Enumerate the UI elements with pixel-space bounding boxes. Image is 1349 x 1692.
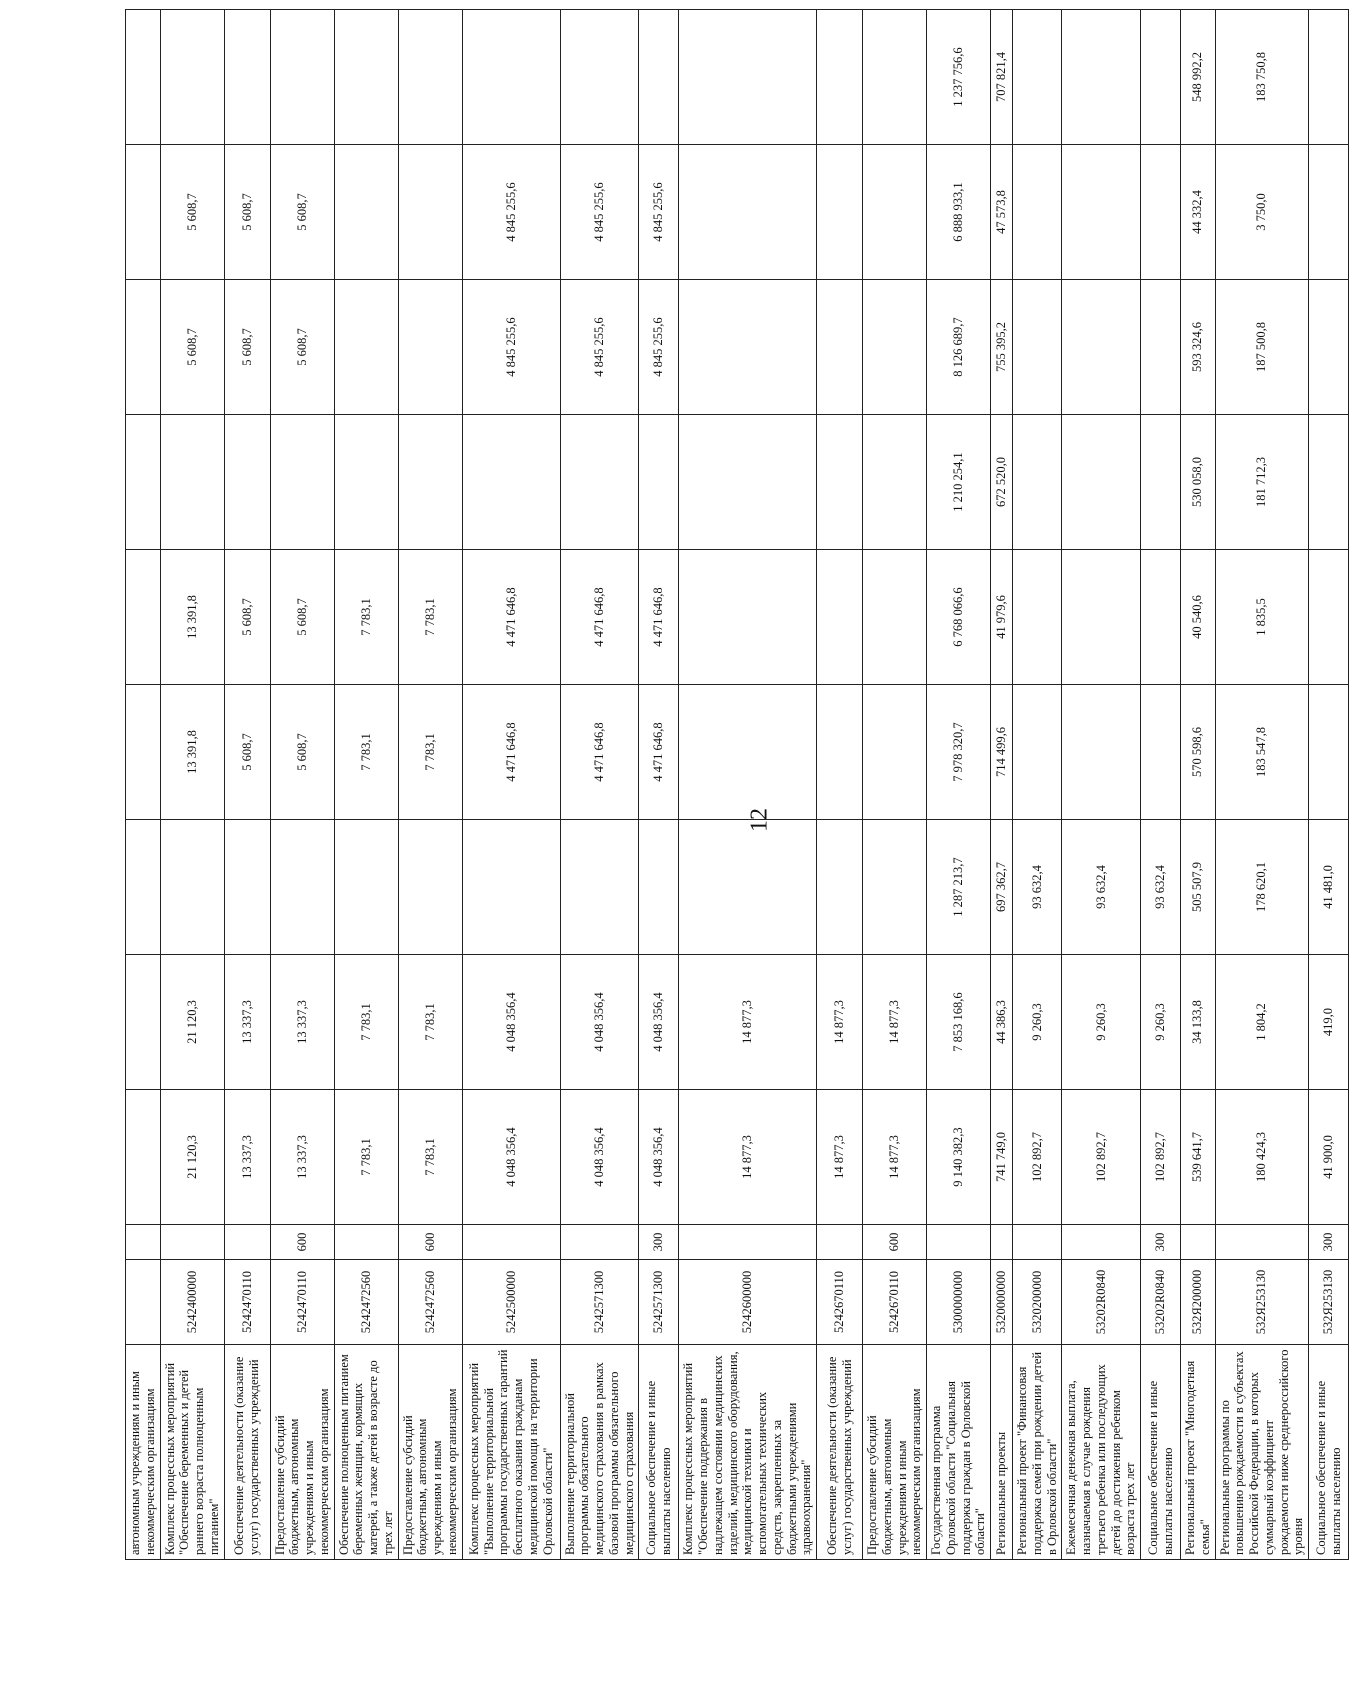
- amount-cell: 5 608,7: [224, 685, 270, 820]
- table-row: [639, 10, 679, 1560]
- amount-cell: [817, 10, 863, 145]
- amount-cell: 9 260,3: [1013, 955, 1062, 1090]
- amount-cell: [1309, 10, 1349, 145]
- amount-cell: [679, 10, 817, 145]
- amount-cell: [1013, 145, 1062, 280]
- row-name-cell: Обеспечение деятельности (оказание услуг) государственных учреждений: [817, 1345, 863, 1560]
- row-name-cell: Предоставление субсидий бюджетным, автономным учреждениям и иным некоммерческим организациям: [270, 1345, 334, 1560]
- target-article-code-cell: 532Я253130: [1309, 1260, 1349, 1345]
- amount-cell: [1309, 415, 1349, 550]
- table-row: [817, 10, 863, 1560]
- amount-cell: 34 133,8: [1181, 955, 1216, 1090]
- amount-cell: [679, 685, 817, 820]
- amount-cell: 4 471 646,8: [560, 550, 639, 685]
- amount-cell: 7 783,1: [398, 955, 462, 1090]
- amount-cell: 741 749,0: [991, 1090, 1013, 1225]
- amount-cell: [224, 415, 270, 550]
- amount-cell: 707 821,4: [991, 10, 1013, 145]
- amount-cell: [462, 820, 560, 955]
- expense-type-cell: [1181, 1225, 1216, 1260]
- amount-cell: [679, 145, 817, 280]
- table-row: [160, 10, 224, 1560]
- amount-cell: 1 287 213,7: [927, 820, 991, 955]
- amount-cell: 178 620,1: [1215, 820, 1309, 955]
- amount-cell: 5 608,7: [160, 280, 224, 415]
- amount-cell: [1062, 145, 1141, 280]
- table-row: [1181, 10, 1216, 1560]
- amount-cell: 4 048 356,4: [560, 955, 639, 1090]
- amount-cell: 13 391,8: [160, 685, 224, 820]
- target-article-code-cell: 53202R0840: [1141, 1260, 1181, 1345]
- amount-cell: [224, 10, 270, 145]
- amount-cell: 14 877,3: [679, 1090, 817, 1225]
- expense-type-cell: [1013, 1225, 1062, 1260]
- amount-cell: [398, 415, 462, 550]
- row-name-cell: Социальное обеспечение и иные выплаты населению: [1309, 1345, 1349, 1560]
- amount-cell: 593 324,6: [1181, 280, 1216, 415]
- amount-cell: [1309, 685, 1349, 820]
- amount-cell: 570 598,6: [1181, 685, 1216, 820]
- amount-cell: 13 337,3: [224, 955, 270, 1090]
- expense-type-cell: [462, 1225, 560, 1260]
- amount-cell: 1 237 756,6: [927, 10, 991, 145]
- amount-cell: 5 608,7: [224, 550, 270, 685]
- amount-cell: 7 783,1: [334, 685, 398, 820]
- amount-cell: [1013, 10, 1062, 145]
- amount-cell: [398, 145, 462, 280]
- amount-cell: 419,0: [1309, 955, 1349, 1090]
- amount-cell: [334, 280, 398, 415]
- amount-cell: 3 750,0: [1215, 145, 1309, 280]
- amount-cell: [639, 10, 679, 145]
- expense-type-cell: [817, 1225, 863, 1260]
- amount-cell: 14 877,3: [679, 955, 817, 1090]
- amount-cell: [639, 415, 679, 550]
- row-name-cell: Обеспечение деятельности (оказание услуг) государственных учреждений: [224, 1345, 270, 1560]
- amount-cell: [817, 280, 863, 415]
- amount-cell: 40 540,6: [1181, 550, 1216, 685]
- amount-cell: [863, 280, 927, 415]
- amount-cell: 8 126 689,7: [927, 280, 991, 415]
- amount-cell: 697 362,7: [991, 820, 1013, 955]
- amount-cell: 1 835,5: [1215, 550, 1309, 685]
- amount-cell: 180 424,3: [1215, 1090, 1309, 1225]
- amount-cell: 7 783,1: [398, 550, 462, 685]
- amount-cell: [126, 550, 161, 685]
- amount-cell: 14 877,3: [817, 1090, 863, 1225]
- row-name-cell: Региональный проект "Многодетная семья": [1181, 1345, 1216, 1560]
- page-number: 12: [746, 808, 773, 832]
- amount-cell: 44 386,3: [991, 955, 1013, 1090]
- amount-cell: 21 120,3: [160, 955, 224, 1090]
- amount-cell: [560, 10, 639, 145]
- table-row: [863, 10, 927, 1560]
- amount-cell: [334, 820, 398, 955]
- amount-cell: [126, 280, 161, 415]
- amount-cell: 548 992,2: [1181, 10, 1216, 145]
- amount-cell: [1062, 10, 1141, 145]
- amount-cell: 93 632,4: [1013, 820, 1062, 955]
- amount-cell: 5 608,7: [270, 550, 334, 685]
- expense-type-cell: 300: [1141, 1225, 1181, 1260]
- target-article-code-cell: [126, 1260, 161, 1345]
- amount-cell: 1 804,2: [1215, 955, 1309, 1090]
- amount-cell: [160, 820, 224, 955]
- amount-cell: 5 608,7: [270, 685, 334, 820]
- expense-type-cell: 600: [398, 1225, 462, 1260]
- amount-cell: 4 845 255,6: [560, 280, 639, 415]
- amount-cell: 5 608,7: [270, 280, 334, 415]
- amount-cell: 14 877,3: [817, 955, 863, 1090]
- amount-cell: 4 048 356,4: [639, 1090, 679, 1225]
- amount-cell: 7 853 168,6: [927, 955, 991, 1090]
- amount-cell: 1 210 254,1: [927, 415, 991, 550]
- amount-cell: [126, 10, 161, 145]
- amount-cell: 13 391,8: [160, 550, 224, 685]
- amount-cell: 4 845 255,6: [462, 145, 560, 280]
- row-name-cell: Ежемесячная денежная выплата, назначаемая в случае рождения третьего ребенка или последующих детей до достижения ребенком возраста трех лет: [1062, 1345, 1141, 1560]
- target-article-code-cell: 5242400000: [160, 1260, 224, 1345]
- amount-cell: [126, 685, 161, 820]
- target-article-code-cell: 5242670110: [863, 1260, 927, 1345]
- amount-cell: 47 573,8: [991, 145, 1013, 280]
- table-row: [679, 10, 817, 1560]
- row-name-cell: Государственная программа Орловской области "Социальная поддержка граждан в Орловской области": [927, 1345, 991, 1560]
- amount-cell: [1141, 280, 1181, 415]
- amount-cell: [126, 145, 161, 280]
- table-row: [126, 10, 161, 1560]
- amount-cell: 21 120,3: [160, 1090, 224, 1225]
- amount-cell: 7 783,1: [334, 550, 398, 685]
- target-article-code-cell: 5242500000: [462, 1260, 560, 1345]
- amount-cell: [126, 955, 161, 1090]
- target-article-code-cell: 5242472560: [334, 1260, 398, 1345]
- rotated-table-wrapper: [125, 10, 1343, 1560]
- amount-cell: [817, 145, 863, 280]
- amount-cell: [398, 280, 462, 415]
- amount-cell: [863, 685, 927, 820]
- amount-cell: [1062, 415, 1141, 550]
- amount-cell: [1141, 145, 1181, 280]
- target-article-code-cell: 5242470110: [270, 1260, 334, 1345]
- amount-cell: [863, 550, 927, 685]
- amount-cell: 9 140 382,3: [927, 1090, 991, 1225]
- row-name-cell: Региональный проект "Финансовая поддержка семей при рождении детей в Орловской области": [1013, 1345, 1062, 1560]
- expense-type-cell: [160, 1225, 224, 1260]
- amount-cell: 102 892,7: [1062, 1090, 1141, 1225]
- amount-cell: [270, 415, 334, 550]
- amount-cell: 4 471 646,8: [639, 685, 679, 820]
- amount-cell: [679, 280, 817, 415]
- amount-cell: [1309, 280, 1349, 415]
- table-row: [334, 10, 398, 1560]
- amount-cell: 5 608,7: [224, 145, 270, 280]
- amount-cell: 4 471 646,8: [639, 550, 679, 685]
- row-name-cell: Комплекс процессных мероприятий "Выполнение территориальной программы государственных гарантий бесплатного оказания гражданам медицинской помощи на территории Орловской области": [462, 1345, 560, 1560]
- expense-type-cell: 600: [863, 1225, 927, 1260]
- row-name-cell: Комплекс процессных мероприятий "Обеспечение поддержания в надлежащем состоянии медицинских изделий, медицинского оборудования, медицинской техники и вспомогательных технических средств, закрепленных за бюджетными учреждениями здравоохранения": [679, 1345, 817, 1560]
- row-name-cell: Региональные программы по повышению рождаемости в субъектах Российской Федерации, в которых суммарный коэффициент рождаемости ниже среднероссийского уровня: [1215, 1345, 1309, 1560]
- amount-cell: 41 900,0: [1309, 1090, 1349, 1225]
- amount-cell: 4 845 255,6: [462, 280, 560, 415]
- expense-type-cell: [224, 1225, 270, 1260]
- amount-cell: 14 877,3: [863, 1090, 927, 1225]
- amount-cell: 5 608,7: [160, 145, 224, 280]
- amount-cell: [1141, 685, 1181, 820]
- amount-cell: 755 395,2: [991, 280, 1013, 415]
- row-name-cell: Обеспечение полноценным питанием беременных женщин, кормящих матерей, а также детей в возрасте до трех лет: [334, 1345, 398, 1560]
- amount-cell: [1141, 550, 1181, 685]
- amount-cell: 505 507,9: [1181, 820, 1216, 955]
- amount-cell: [1013, 415, 1062, 550]
- amount-cell: [1062, 685, 1141, 820]
- amount-cell: 4 471 646,8: [462, 685, 560, 820]
- amount-cell: [1062, 280, 1141, 415]
- amount-cell: [1062, 550, 1141, 685]
- amount-cell: 7 783,1: [398, 685, 462, 820]
- amount-cell: 9 260,3: [1062, 955, 1141, 1090]
- amount-cell: [863, 820, 927, 955]
- amount-cell: 102 892,7: [1141, 1090, 1181, 1225]
- table-body: [126, 10, 1349, 1560]
- amount-cell: 7 783,1: [398, 1090, 462, 1225]
- target-article-code-cell: 5320200000: [1013, 1260, 1062, 1345]
- amount-cell: 93 632,4: [1141, 820, 1181, 955]
- amount-cell: [398, 10, 462, 145]
- amount-cell: [270, 820, 334, 955]
- amount-cell: 6 768 066,6: [927, 550, 991, 685]
- amount-cell: 4 048 356,4: [560, 1090, 639, 1225]
- row-name-cell: Социальное обеспечение и иные выплаты населению: [1141, 1345, 1181, 1560]
- amount-cell: [817, 685, 863, 820]
- amount-cell: [1309, 145, 1349, 280]
- amount-cell: 13 337,3: [270, 955, 334, 1090]
- amount-cell: 5 608,7: [270, 145, 334, 280]
- amount-cell: 530 058,0: [1181, 415, 1216, 550]
- amount-cell: 41 979,6: [991, 550, 1013, 685]
- amount-cell: 5 608,7: [224, 280, 270, 415]
- amount-cell: [126, 1090, 161, 1225]
- amount-cell: [560, 820, 639, 955]
- amount-cell: 4 471 646,8: [560, 685, 639, 820]
- amount-cell: [560, 415, 639, 550]
- table-row: [1309, 10, 1349, 1560]
- amount-cell: [126, 415, 161, 550]
- row-name-cell: Предоставление субсидий бюджетным, автономным учреждениям и иным некоммерческим организациям: [398, 1345, 462, 1560]
- amount-cell: 7 783,1: [334, 955, 398, 1090]
- amount-cell: [817, 820, 863, 955]
- amount-cell: [1141, 415, 1181, 550]
- amount-cell: 4 845 255,6: [639, 280, 679, 415]
- amount-cell: [1013, 685, 1062, 820]
- target-article-code-cell: 5242571300: [560, 1260, 639, 1345]
- amount-cell: [1309, 550, 1349, 685]
- amount-cell: [462, 10, 560, 145]
- amount-cell: [679, 415, 817, 550]
- row-name-cell: Комплекс процессных мероприятий "Обеспечение беременных и детей раннего возраста полноценным питанием": [160, 1345, 224, 1560]
- row-name-cell: Региональные проекты: [991, 1345, 1013, 1560]
- amount-cell: 183 750,8: [1215, 10, 1309, 145]
- amount-cell: 41 481,0: [1309, 820, 1349, 955]
- target-article-code-cell: 5320000000: [991, 1260, 1013, 1345]
- amount-cell: [863, 145, 927, 280]
- amount-cell: 14 877,3: [863, 955, 927, 1090]
- amount-cell: 4 048 356,4: [639, 955, 679, 1090]
- table-row: [398, 10, 462, 1560]
- table-row: [991, 10, 1013, 1560]
- expense-type-cell: 600: [270, 1225, 334, 1260]
- table-row: [270, 10, 334, 1560]
- table-row: [927, 10, 991, 1560]
- table-row: [1215, 10, 1309, 1560]
- amount-cell: 7 978 320,7: [927, 685, 991, 820]
- amount-cell: 539 641,7: [1181, 1090, 1216, 1225]
- target-article-code-cell: 5242571300: [639, 1260, 679, 1345]
- amount-cell: 13 337,3: [270, 1090, 334, 1225]
- amount-cell: [679, 820, 817, 955]
- expense-type-cell: [560, 1225, 639, 1260]
- target-article-code-cell: 5300000000: [927, 1260, 991, 1345]
- row-name-cell: автономным учреждениям и иным некоммерческим организациям: [126, 1345, 161, 1560]
- amount-cell: [679, 550, 817, 685]
- amount-cell: 13 337,3: [224, 1090, 270, 1225]
- amount-cell: 9 260,3: [1141, 955, 1181, 1090]
- amount-cell: [639, 820, 679, 955]
- table-row: [1062, 10, 1141, 1560]
- amount-cell: [817, 415, 863, 550]
- expense-type-cell: [1215, 1225, 1309, 1260]
- target-article-code-cell: 532Я253130: [1215, 1260, 1309, 1345]
- amount-cell: [160, 415, 224, 550]
- amount-cell: [334, 145, 398, 280]
- expense-type-cell: [334, 1225, 398, 1260]
- amount-cell: [1013, 280, 1062, 415]
- amount-cell: [126, 820, 161, 955]
- amount-cell: 93 632,4: [1062, 820, 1141, 955]
- table-row: [1013, 10, 1062, 1560]
- table-row: [1141, 10, 1181, 1560]
- target-article-code-cell: 532Я200000: [1181, 1260, 1216, 1345]
- amount-cell: 672 520,0: [991, 415, 1013, 550]
- target-article-code-cell: 53202R0840: [1062, 1260, 1141, 1345]
- amount-cell: 44 332,4: [1181, 145, 1216, 280]
- expense-type-cell: [1062, 1225, 1141, 1260]
- amount-cell: 7 783,1: [334, 1090, 398, 1225]
- amount-cell: 102 892,7: [1013, 1090, 1062, 1225]
- amount-cell: [334, 415, 398, 550]
- amount-cell: [1013, 550, 1062, 685]
- amount-cell: [462, 415, 560, 550]
- amount-cell: [1141, 10, 1181, 145]
- amount-cell: 714 499,6: [991, 685, 1013, 820]
- amount-cell: 183 547,8: [1215, 685, 1309, 820]
- amount-cell: [817, 550, 863, 685]
- amount-cell: [863, 415, 927, 550]
- expense-type-cell: [679, 1225, 817, 1260]
- amount-cell: 187 500,8: [1215, 280, 1309, 415]
- table-row: [224, 10, 270, 1560]
- target-article-code-cell: 5242472560: [398, 1260, 462, 1345]
- amount-cell: [224, 820, 270, 955]
- budget-table: [125, 9, 1349, 1560]
- expense-type-cell: [927, 1225, 991, 1260]
- amount-cell: [160, 10, 224, 145]
- expense-type-cell: 300: [639, 1225, 679, 1260]
- amount-cell: 4 845 255,6: [639, 145, 679, 280]
- table-row: [462, 10, 560, 1560]
- target-article-code-cell: 5242600000: [679, 1260, 817, 1345]
- amount-cell: 4 845 255,6: [560, 145, 639, 280]
- target-article-code-cell: 5242670110: [817, 1260, 863, 1345]
- expense-type-cell: [991, 1225, 1013, 1260]
- amount-cell: [398, 820, 462, 955]
- row-name-cell: Выполнение территориальной программы обязательного медицинского страхования в рамках базовой программы обязательного медицинского страхования: [560, 1345, 639, 1560]
- expense-type-cell: [126, 1225, 161, 1260]
- row-name-cell: Предоставление субсидий бюджетным, автономным учреждениям и иным некоммерческим организациям: [863, 1345, 927, 1560]
- row-name-cell: Социальное обеспечение и иные выплаты населению: [639, 1345, 679, 1560]
- amount-cell: 181 712,3: [1215, 415, 1309, 550]
- amount-cell: 4 048 356,4: [462, 955, 560, 1090]
- amount-cell: [334, 10, 398, 145]
- expense-type-cell: 300: [1309, 1225, 1349, 1260]
- amount-cell: [863, 10, 927, 145]
- amount-cell: [270, 10, 334, 145]
- amount-cell: 6 888 933,1: [927, 145, 991, 280]
- amount-cell: 4 471 646,8: [462, 550, 560, 685]
- amount-cell: 4 048 356,4: [462, 1090, 560, 1225]
- target-article-code-cell: 5242470110: [224, 1260, 270, 1345]
- table-row: [560, 10, 639, 1560]
